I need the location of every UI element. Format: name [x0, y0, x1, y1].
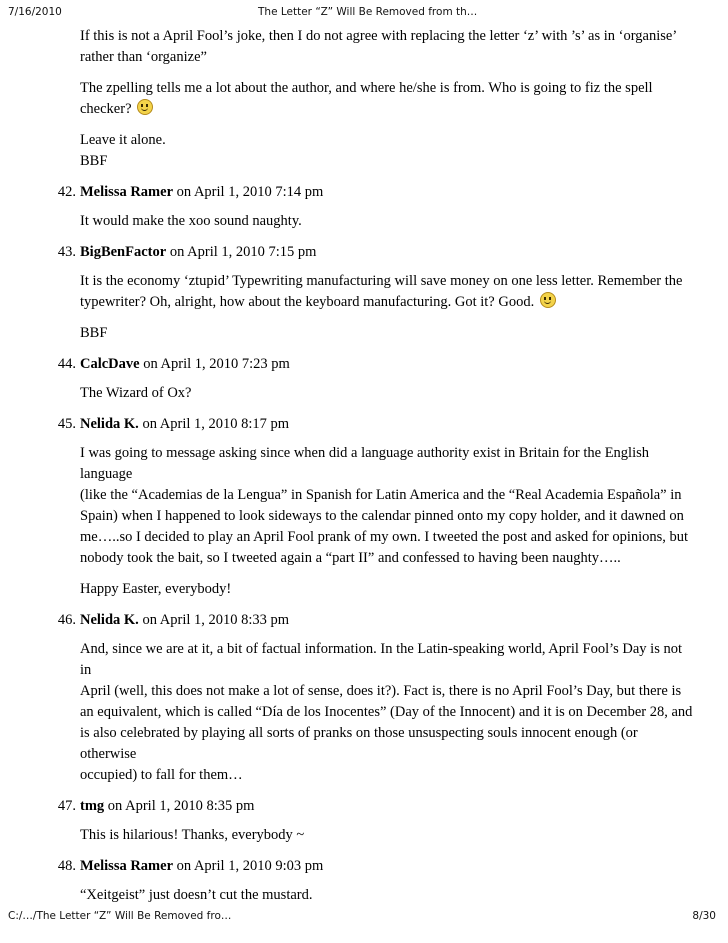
header-date: 7/16/2010 — [8, 6, 62, 18]
text-line: I was going to message asking since when did a language authority exist in Britain for the English language — [80, 445, 650, 482]
text-line: The zpelling tells me a lot about the author, and where he/she is from. Who is going to fiz the spell — [80, 80, 653, 96]
comment-46-body — [80, 639, 696, 786]
smiley-icon — [137, 99, 153, 115]
comment-author-link[interactable]: BigBenFactor — [80, 244, 167, 260]
comment-43-signoff — [80, 323, 696, 344]
comments-content — [0, 26, 728, 906]
grin-smiley-icon — [540, 292, 556, 308]
comment-number: 47. — [57, 798, 76, 814]
text-span: checker? — [80, 101, 132, 117]
comment-number: 42. — [57, 184, 76, 200]
text-line: It would make the xoo sound naughty. — [80, 213, 302, 229]
comment-47-body — [80, 825, 696, 846]
comment-meta — [80, 242, 696, 263]
comment-author-link[interactable]: Nelida K. — [80, 416, 139, 432]
text-line: If this is not a April Fool’s joke, then I do not agree with replacing the letter ‘z’ with ’s’ as in ‘organise’ — [80, 28, 678, 44]
text-line: It is the economy ‘ztupid’ Typewriting manufacturing will save money on one less letter. Remember the — [80, 273, 683, 289]
text-line: BBF — [80, 153, 108, 169]
text-line: nobody took the bait, so I tweeted again a “part II” and confessed to having been naughty….. — [80, 550, 621, 566]
comment-meta — [80, 856, 696, 877]
comment-timestamp: on April 1, 2010 9:03 pm — [173, 858, 324, 874]
comment-46 — [57, 610, 696, 631]
comment-author-link[interactable]: Melissa Ramer — [80, 858, 174, 874]
comment-43-body — [80, 271, 696, 313]
comment-45-body — [80, 443, 696, 569]
comment-43 — [57, 242, 696, 263]
comment-timestamp: on April 1, 2010 8:35 pm — [104, 798, 255, 814]
comment-author-link[interactable]: CalcDave — [80, 356, 140, 372]
comment-48-body — [80, 885, 696, 906]
comment-42-body — [80, 211, 696, 232]
text-line: April (well, this does not make a lot of sense, does it?). Fact is, there is no April Fool’s Day, but there is — [80, 683, 682, 699]
comment-meta — [80, 414, 696, 435]
comment-timestamp: on April 1, 2010 7:14 pm — [173, 184, 324, 200]
comment-44-body — [80, 383, 696, 404]
comment-number: 44. — [57, 356, 76, 372]
comment-meta — [80, 354, 696, 375]
comment-number: 43. — [57, 244, 76, 260]
page-header — [0, 6, 728, 22]
comment-44 — [57, 354, 696, 375]
text-line: “Xeitgeist” just doesn’t cut the mustard. — [80, 887, 313, 903]
text-span: typewriter? Oh, alright, how about the keyboard manufacturing. Got it? Good. — [80, 294, 535, 310]
page-footer — [0, 910, 728, 926]
comment-meta — [80, 182, 696, 203]
text-line: an equivalent, which is called “Día de los Inocentes” (Day of the Innocent) and it is on December 28, and — [80, 704, 693, 720]
text-line: BBF — [80, 325, 108, 341]
comment-number: 46. — [57, 612, 76, 628]
text-line: The Wizard of Ox? — [80, 385, 192, 401]
text-line — [80, 99, 696, 120]
comment-timestamp: on April 1, 2010 7:15 pm — [166, 244, 317, 260]
text-line: Happy Easter, everybody! — [80, 581, 232, 597]
footer-page-number: 8/30 — [692, 910, 716, 922]
text-line: And, since we are at it, a bit of factual information. In the Latin-speaking world, April Fool’s Day is not in — [80, 641, 683, 678]
text-line: This is hilarious! Thanks, everybody ~ — [80, 827, 305, 843]
comment-47 — [57, 796, 696, 817]
header-title: The Letter “Z” Will Be Removed from th… — [258, 6, 478, 18]
comment-author-link[interactable]: Nelida K. — [80, 612, 139, 628]
comment-number: 45. — [57, 416, 76, 432]
comment-42 — [57, 182, 696, 203]
comment-timestamp: on April 1, 2010 7:23 pm — [139, 356, 290, 372]
comment-meta — [80, 610, 696, 631]
comment-author-link[interactable]: Melissa Ramer — [80, 184, 174, 200]
text-line: Spain) when I happened to look sideways to the calendar pinned onto my copy holder, and it dawned on — [80, 508, 684, 524]
footer-path: C:/…/The Letter “Z” Will Be Removed fro… — [8, 910, 232, 922]
comment-45-signoff — [80, 579, 696, 600]
comment-timestamp: on April 1, 2010 8:17 pm — [138, 416, 290, 432]
text-line: occupied) to fall for them… — [80, 767, 243, 783]
text-line: me…..so I decided to play an April Fool prank of my own. I tweeted the post and asked for opinions, but — [80, 529, 689, 545]
text-line: is also celebrated by playing all sorts of pranks on those unsuspecting souls innocent enough (or otherwise — [80, 725, 638, 762]
intro-paragraph-3 — [80, 130, 696, 172]
text-line: (like the “Academias de la Lengua” in Spanish for Latin America and the “Real Academia Española” in — [80, 487, 682, 503]
intro-paragraph-2 — [80, 78, 696, 120]
comment-48 — [57, 856, 696, 877]
comment-author-link[interactable]: tmg — [80, 798, 105, 814]
text-line: Leave it alone. — [80, 132, 166, 148]
text-line — [80, 292, 696, 313]
intro-paragraph-1 — [80, 26, 696, 68]
comment-45 — [57, 414, 696, 435]
comment-meta — [80, 796, 696, 817]
comment-timestamp: on April 1, 2010 8:33 pm — [138, 612, 290, 628]
text-line: rather than ‘organize” — [80, 49, 207, 65]
comment-number: 48. — [57, 858, 76, 874]
